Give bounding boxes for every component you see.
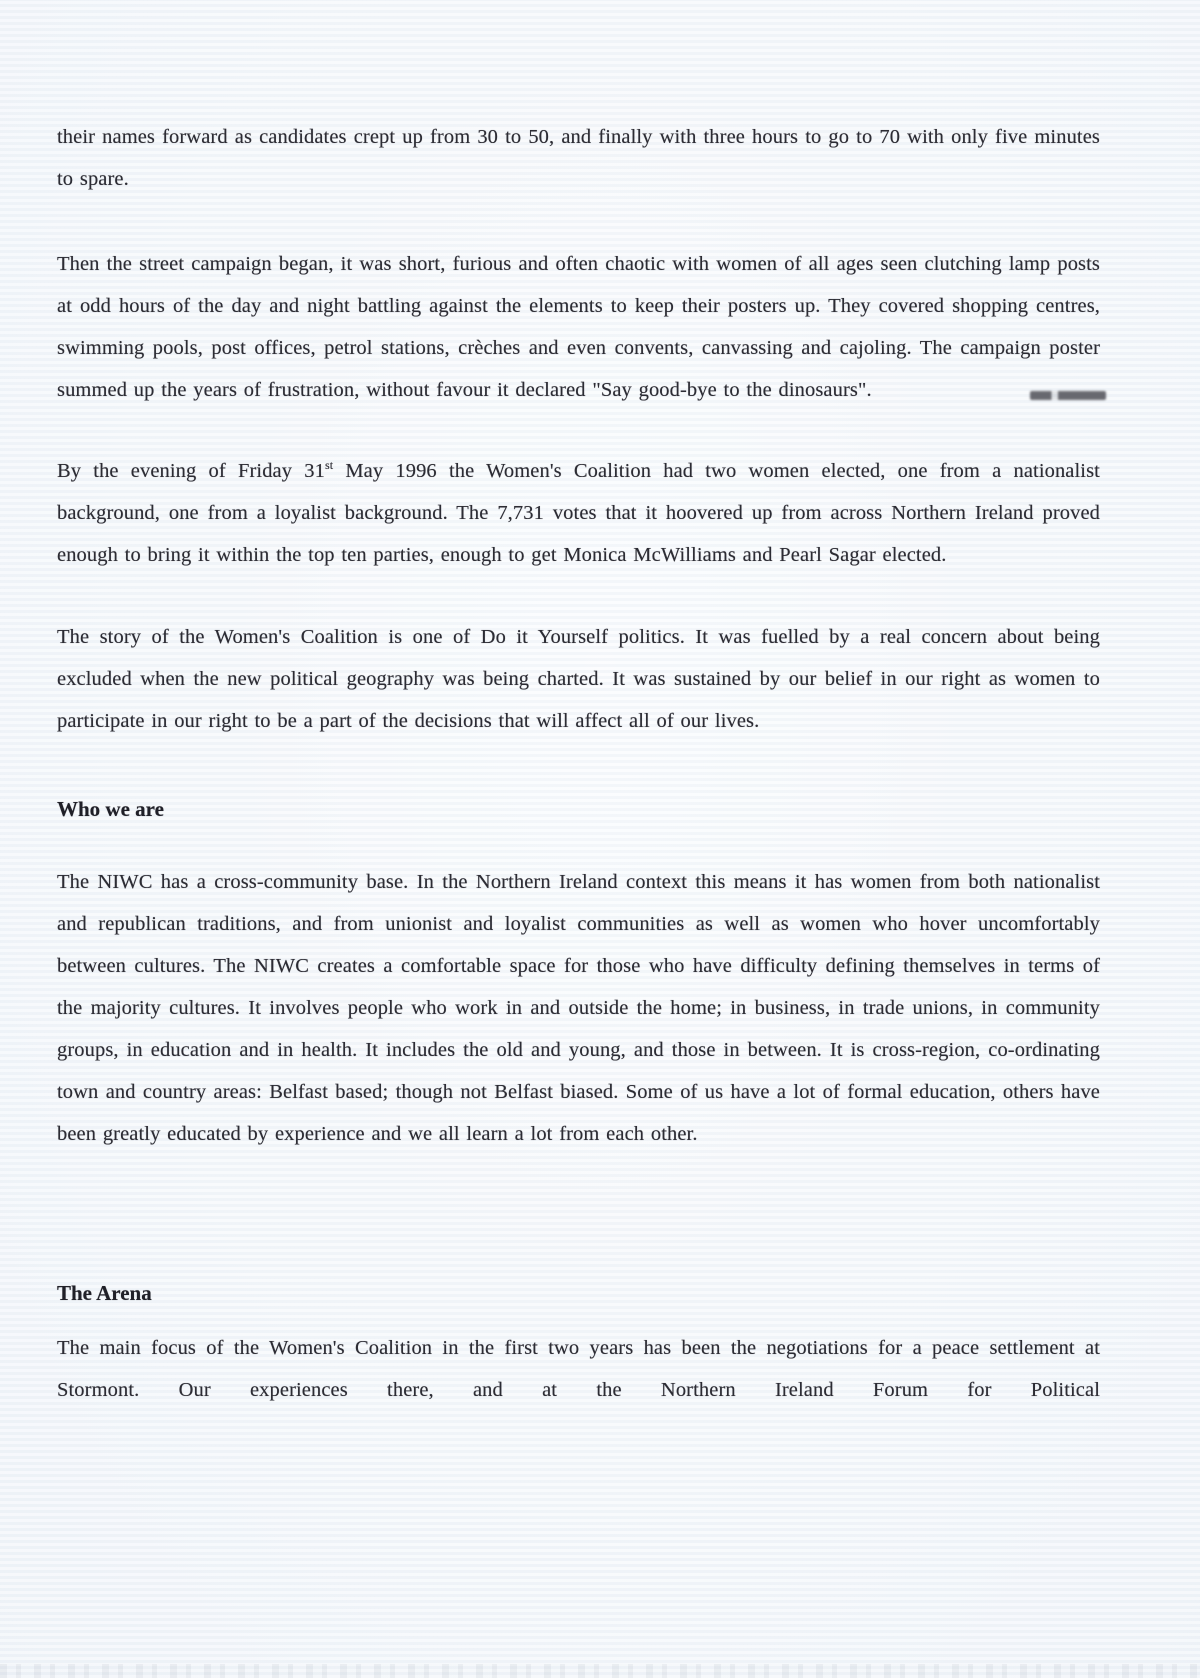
paragraph-election-results [57, 450, 1100, 576]
paragraph-street-campaign: Then the street campaign began, it was short, furious and often chaotic with women of all ages seen clutching lamp posts at odd hours of the day and night battling against the elements to keep their posters up. They covered shopping centres, swimming pools, post offices, petrol stations, crèches and even convents, canvassing and cajoling. The campaign poster summed up the years of frustration, without favour it declared "Say good-bye to the dinosaurs". [57, 253, 1100, 401]
paragraph-niwc-community-base: The NIWC has a cross-community base. In the Northern Ireland context this means it has women from both nationalist and republican traditions, and from unionist and loyalist communities as well as women who hover uncomfortably between cultures. The NIWC creates a comfortable space for those who have difficulty defining themselves in terms of the majority cultures. It involves people who work in and outside the home; in business, in trade unions, in community groups, in education and in health. It includes the old and young, and those in between. It is cross-region, co-ordinating town and country areas: Belfast based; though not Belfast biased. Some of us have a lot of formal education, others have been greatly educated by experience and we all learn a lot from each other. [57, 871, 1100, 1145]
scan-artifact-smudge [1030, 391, 1106, 400]
paragraph-election-results-rest: May 1996 the Women's Coalition had two women elected, one from a nationalist background, one from a loyalist background. The 7,731 votes that it hoovered up from across Northern Ireland proved enough to bring it within the top ten parties, enough to get Monica McWilliams and Pearl Sagar elected. [57, 460, 1100, 566]
scan-artifact-bottom-edge [0, 1664, 1200, 1678]
paragraph-election-results-start: By the evening of Friday 31 [57, 460, 325, 482]
heading-the-arena: The Arena [57, 1281, 152, 1305]
paragraph-candidates: their names forward as candidates crept up from 30 to 50, and finally with three hours to go to 70 with only five minutes to spare. [57, 126, 1100, 190]
paragraph-diy-politics: The story of the Women's Coalition is one of Do it Yourself politics. It was fuelled by a real concern about being excluded when the new political geography was being charted. It was sustained by our belief in our right as women to participate in our right to be a part of the decisions that will affect all of our lives. [57, 626, 1100, 732]
heading-who-we-are: Who we are [57, 797, 164, 821]
paragraph-main-focus: The main focus of the Women's Coalition in the first two years has been the negotiations for a peace settlement at Stormont. Our experiences there, and at the Northern Ireland Forum for Political [57, 1337, 1100, 1401]
ordinal-superscript: st [324, 458, 334, 473]
